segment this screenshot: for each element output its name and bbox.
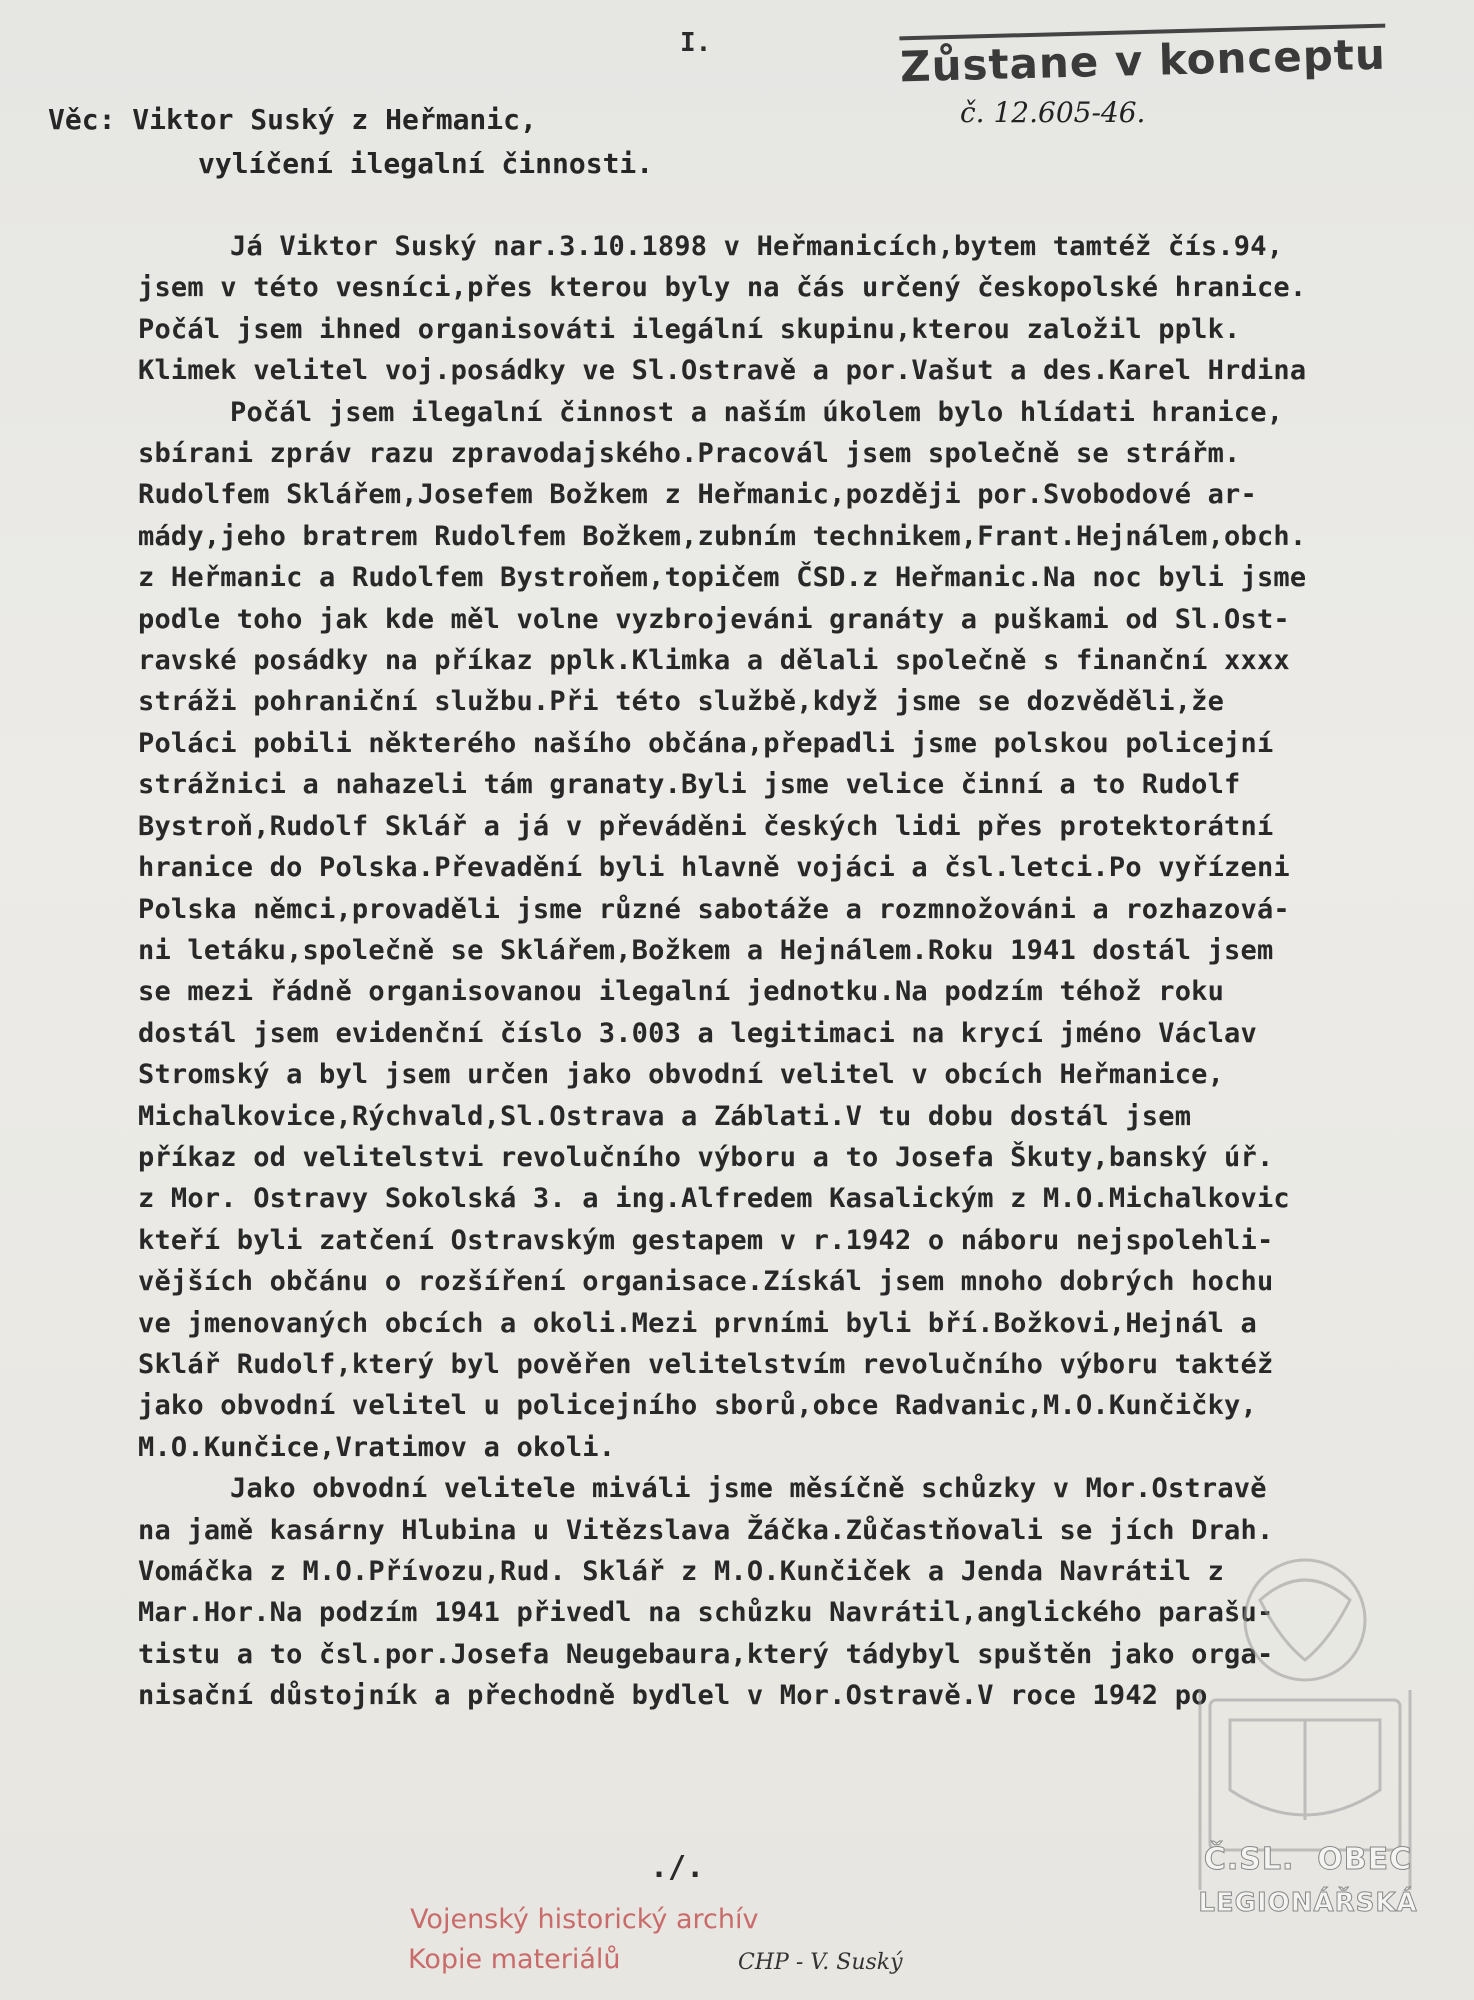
body-line: vějších občánu o rozšíření organisace.Získál jsem mnoho dobrých hochu	[138, 1266, 1274, 1298]
subject-line-1: Věc: Viktor Suský z Heřmanic,	[48, 103, 537, 136]
archive-handwritten-note: CHP - V. Suský	[738, 1950, 903, 1975]
archive-stamp	[408, 1900, 761, 1980]
body-line: Sklář Rudolf,který byl pověřen velitelstvím revolučního výboru taktéž	[138, 1348, 1274, 1380]
body-line: Počál jsem ilegalní činnost a naším úkolem bylo hlídati hranice,	[230, 396, 1284, 428]
archive-stamp-line-2: Kopie materiálů	[408, 1944, 621, 1975]
body-line: ravské posádky na příkaz pplk.Klimka a dělali společně s finanční xxxx	[138, 645, 1290, 677]
body-line: Michalkovice,Rýchvald,Sl.Ostrava a Záblati.V tu dobu dostál jsem	[138, 1100, 1192, 1132]
body-line: Stromský a byl jsem určen jako obvodní velitel v obcích Heřmanice,	[138, 1059, 1225, 1091]
page-number: I.	[680, 28, 712, 58]
body-line: podle toho jak kde měl volne vyzbrojeváni granáty a puškami od Sl.Ost-	[138, 603, 1290, 635]
body-line: jsem v této vesníci,přes kterou byly na čás určený českopolské hranice.	[138, 272, 1307, 304]
body-line: strážnici a nahazeli tám granaty.Byli jsme velice činní a to Rudolf	[138, 769, 1241, 801]
body-line: nisační důstojník a přechodně bydlel v Mor.Ostravě.V roce 1942 po	[138, 1680, 1208, 1712]
body-line: příkaz od velitelstvi revolučního výboru a to Josefa Škuty,banský úř.	[138, 1141, 1274, 1173]
body-line: Vomáčka z M.O.Přívozu,Rud. Sklář z M.O.Kunčiček a Jenda Navrátil z	[138, 1556, 1225, 1587]
body-line: kteří byli zatčení Ostravským gestapem v r.1942 o náboru nejspolehli-	[138, 1224, 1274, 1256]
continuation-mark: ./.	[650, 1850, 705, 1885]
body-line: Bystroň,Rudolf Sklář a já v převáděni českých lidi přes protektorátní	[138, 810, 1274, 842]
seal-text-line-2: LEGIONÁŘSKÁ	[1198, 1888, 1418, 1918]
body-line: Rudolfem Sklářem,Josefem Božkem z Heřmanic,později por.Svobodové ar-	[138, 479, 1257, 511]
subject-line-2: vylíčení ilegalní činnosti.	[198, 147, 654, 180]
body-line: tistu a to čsl.por.Josefa Neugebaura,který tádybyl spuštěn jako orga-	[138, 1638, 1274, 1670]
body-line: Polska němci,provaděli jsme různé sabotáže a rozmnožováni a rozhazová-	[138, 893, 1290, 925]
body-line: hranice do Polska.Převadění byli hlavně vojáci a čsl.letci.Po vyřízeni	[138, 852, 1290, 884]
body-line: jako obvodní velitel u policejního sborů,obce Radvanic,M.O.Kunčičky,	[138, 1390, 1257, 1422]
body-line: ve jmenovaných obcích a okoli.Mezi prvními byli bří.Božkovi,Hejnál a	[138, 1307, 1257, 1339]
concept-stamp: Zůstane v konceptu	[899, 24, 1386, 92]
body-line: se mezi řádně organisovanou ilegalní jednotku.Na podzím téhož roku	[138, 976, 1225, 1008]
body-line: Mar.Hor.Na podzím 1941 přivedl na schůzku Navrátil,anglického parašu-	[138, 1597, 1274, 1629]
body-line: Jako obvodní velitele miváli jsme měsíčně schůzky v Mor.Ostravě	[230, 1473, 1267, 1505]
body-line: stráži pohraniční službu.Při této službě,když jsme se dozvěděli,že	[138, 686, 1225, 718]
body-line: na jamě kasárny Hlubina u Vitězslava Žáčka.Zůčastňovali se jích Drah.	[138, 1514, 1274, 1546]
subject-block	[48, 98, 653, 186]
letter-body	[138, 226, 1438, 1717]
handwritten-reference: č. 12.605-46.	[960, 96, 1146, 129]
body-line: Já Viktor Suský nar.3.10.1898 v Heřmanicích,bytem tamtéž čís.94,	[230, 231, 1284, 262]
seal-text-line-1: Č.SL. OBEC	[1203, 1842, 1413, 1877]
body-line: z Mor. Ostravy Sokolská 3. a ing.Alfredem Kasalickým z M.O.Michalkovic	[138, 1183, 1290, 1215]
body-line: Počál jsem ihned organisováti ilegální skupinu,kterou založil pplk.	[138, 313, 1241, 345]
body-line: M.O.Kunčice,Vratimov a okoli.	[138, 1431, 616, 1463]
body-line: Klimek velitel voj.posádky ve Sl.Ostravě a por.Vašut a des.Karel Hrdina	[138, 355, 1307, 387]
archive-stamp-line-1: Vojenský historický archív	[410, 1904, 759, 1935]
body-line: sbírani zpráv razu zpravodajského.Pracovál jsem společně se strářm.	[138, 438, 1241, 470]
body-line: z Heřmanic a Rudolfem Bystroňem,topičem ČSD.z Heřmanic.Na noc byli jsme	[138, 562, 1307, 594]
body-line: mády,jeho bratrem Rudolfem Božkem,zubním technikem,Frant.Hejnálem,obch.	[138, 520, 1307, 552]
body-line: dostál jsem evidenční číslo 3.003 a legitimaci na krycí jméno Václav	[138, 1017, 1257, 1049]
body-line: Poláci pobili některého našího občána,přepadli jsme polskou policejní	[138, 727, 1274, 759]
body-line: ni letáku,společně se Sklářem,Božkem a Hejnálem.Roku 1941 dostál jsem	[138, 934, 1274, 966]
